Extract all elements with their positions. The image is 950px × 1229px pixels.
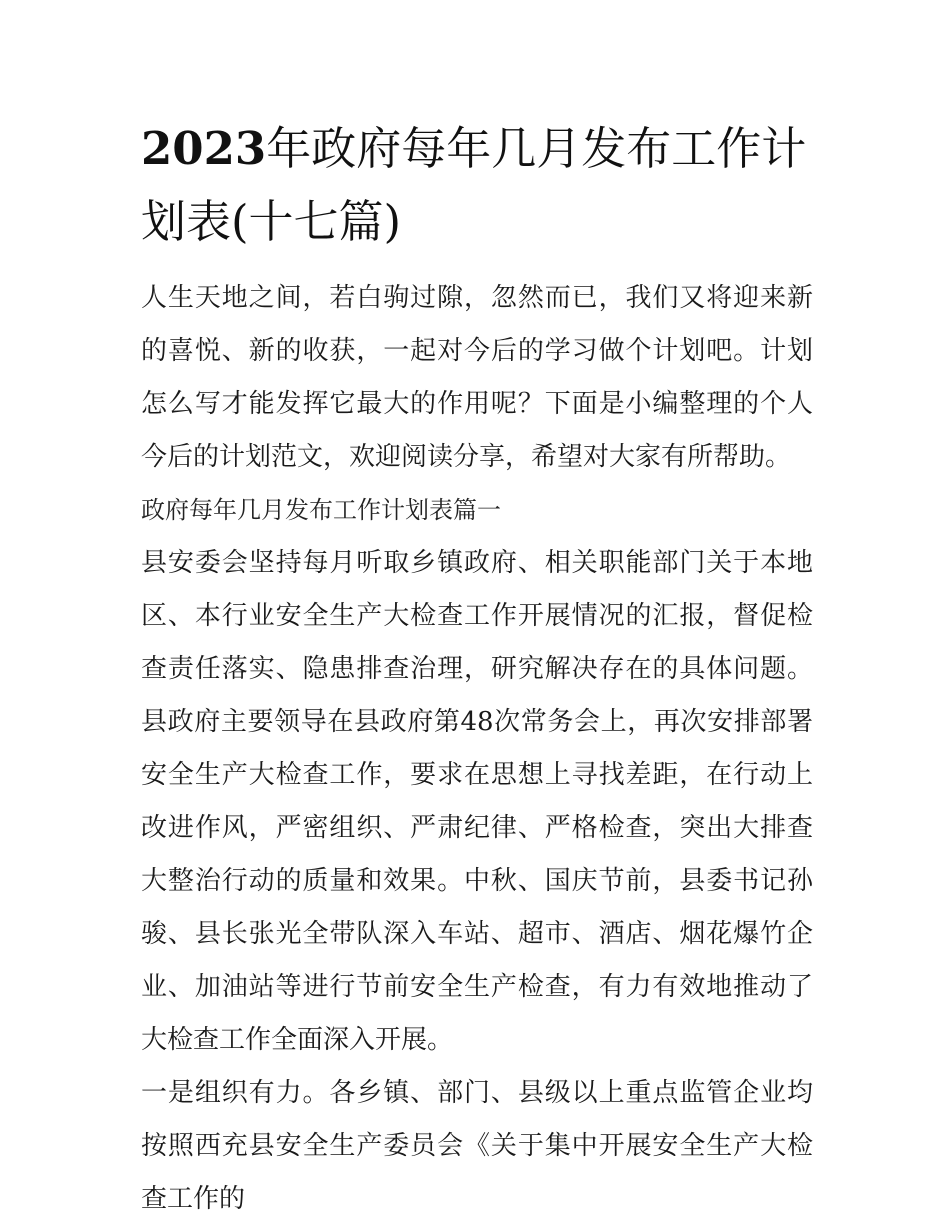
section-heading: 政府每年几月发布工作计划表篇一: [141, 496, 501, 524]
title-year: 2023: [141, 122, 267, 175]
document-title: [141, 112, 813, 258]
title-text: 年政府每年几月发布工作计划表(十七篇): [141, 122, 807, 248]
body-paragraph-2: 一是组织有力。各乡镇、部门、县级以上重点监管企业均按照西充县安全生产委员会《关于集中开展安全生产大检查工作的: [141, 1078, 813, 1214]
intro-paragraph: 人生天地之间，若白驹过隙，忽然而已，我们又将迎来新的喜悦、新的收获，一起对今后的学习做个计划吧。计划怎么写才能发挥它最大的作用呢？下面是小编整理的个人今后的计划范文，欢迎阅读分享，希望对大家有所帮助。: [141, 283, 813, 472]
document-body: [141, 272, 813, 1226]
body-paragraph-1: 县安委会坚持每月听取乡镇政府、相关职能部门关于本地区、本行业安全生产大检查工作开展情况的汇报，督促检查责任落实、隐患排查治理，研究解决存在的具体问题。县政府主要领导在县政府第48次常务会上，再次安排部署安全生产大检查工作，要求在思想上寻找差距，在行动上改进作风，严密组织、严肃纪律、严格检查，突出大排查大整治行动的质量和效果。中秋、国庆节前，县委书记孙骏、县长张光全带队深入车站、超市、酒店、烟花爆竹企业、加油站等进行节前安全生产检查，有力有效地推动了大检查工作全面深入开展。: [141, 548, 813, 1055]
document-page: [141, 112, 813, 1226]
